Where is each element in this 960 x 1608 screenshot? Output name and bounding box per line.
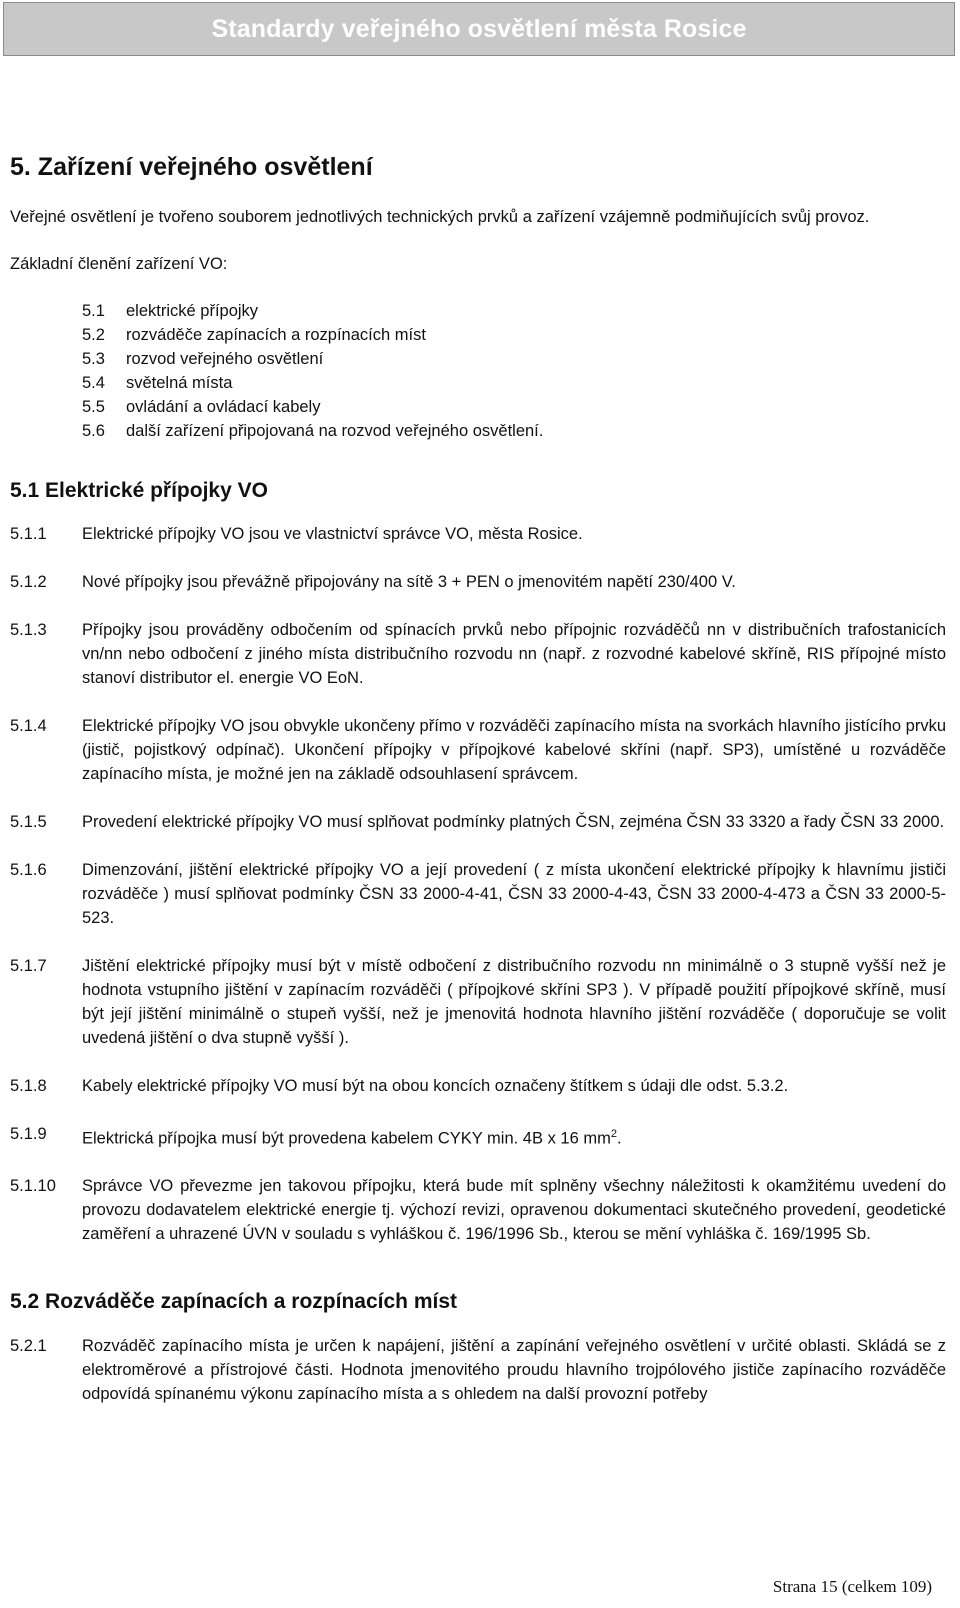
toc-item-label: ovládání a ovládací kabely	[126, 397, 321, 416]
header-title: Standardy veřejného osvětlení města Rosice	[211, 14, 747, 43]
toc-item-number: 5.5	[82, 397, 105, 416]
paragraph-text: Rozváděč zapínacího místa je určen k napájení, jištění a zapínání veřejného osvětlení v určité oblasti. Skládá se z elektroměrové a přístrojové části. Hodnota jmenovitého proudu hlavního trojpólového jističe zapínacího rozváděče odpovídá spínanému výkonu zapínacího místa a s ohledem na další provozní potřeby	[82, 1336, 946, 1403]
toc-item-label: světelná místa	[126, 373, 233, 392]
paragraph-number: 5.1.7	[10, 956, 47, 975]
chapter-intro: Veřejné osvětlení je tvořeno souborem jednotlivých technických prvků a zařízení vzájemně podmiňujících svůj provoz.	[10, 208, 870, 226]
toc-item-label: elektrické přípojky	[126, 301, 259, 320]
numbered-paragraph	[10, 714, 946, 786]
chapter-title: 5. Zařízení veřejného osvětlení	[10, 153, 373, 181]
paragraph-text-end: .	[616, 1129, 622, 1148]
paragraph-number: 5.1.6	[10, 860, 47, 879]
paragraph-text: Provedení elektrické přípojky VO musí splňovat podmínky platných ČSN, zejména ČSN 33 3320 a řady ČSN 33 2000.	[82, 812, 945, 831]
paragraph-text	[82, 1122, 946, 1151]
paragraph-text: Přípojky jsou prováděny odbočením od spínacích prvků nebo přípojnic rozváděčů nn v distribučních trafostanicích vn/nn nebo odbočení z jiného místa distribučního rozvodu nn (např. z rozvodné kabelové skříně, RIS přípojné místo stanoví distributor el. energie VO EoN.	[82, 620, 946, 687]
numbered-paragraph	[10, 1074, 946, 1098]
paragraph-text-main: Elektrická přípojka musí být provedena kabelem CYKY min. 4B x 16 mm	[82, 1129, 611, 1148]
paragraph-text: Dimenzování, jištění elektrické přípojky VO a její provedení ( z místa ukončení elektrické přípojky k hlavnímu jističi rozváděče ) musí splňovat podmínky ČSN 33 2000-4-41, ČSN 33 2000-4-43, ČSN 33 2000-4-473 a ČSN 33 2000-5-523.	[82, 860, 946, 927]
section-title: 5.1 Elektrické přípojky VO	[10, 478, 268, 502]
numbered-paragraph	[10, 570, 946, 594]
toc-item-number: 5.2	[82, 325, 105, 344]
paragraph-text: Elektrické přípojky VO jsou obvykle ukončeny přímo v rozváděči zapínacího místa na svorkách hlavního jistícího prvku (jistič, pojistkový odpínač). Ukončení přípojky v přípojkové kabelové skříni (např. SP3), umístěné u rozváděče zapínacího místa, je možné jen na základě odsouhlasení správcem.	[82, 716, 946, 783]
toc-item-label: rozváděče zapínacích a rozpínacích míst	[126, 325, 426, 344]
document-header	[3, 2, 955, 56]
paragraph-text: Nové přípojky jsou převážně připojovány na sítě 3 + PEN o jmenovitém napětí 230/400 V.	[82, 572, 736, 591]
numbered-paragraph	[10, 1334, 946, 1406]
toc-item	[82, 395, 946, 419]
toc-item	[82, 299, 946, 323]
toc-list	[82, 299, 946, 443]
paragraph-text: Kabely elektrické přípojky VO musí být na obou koncích označeny štítkem s údaji dle odst. 5.3.2.	[82, 1076, 789, 1095]
toc-item-number: 5.1	[82, 301, 105, 320]
page-number: Strana 15 (celkem 109)	[772, 1577, 932, 1596]
paragraph-number: 5.1.10	[10, 1177, 56, 1196]
paragraph-text: Elektrické přípojky VO jsou ve vlastnictví správce VO, města Rosice.	[82, 524, 583, 543]
paragraph-number: 5.1.5	[10, 812, 47, 831]
toc-item-label: rozvod veřejného osvětlení	[126, 349, 324, 368]
paragraph-text: Správce VO převezme jen takovou přípojku, která bude mít splněny všechny náležitosti k okamžitému uvedení do provozu dodavatelem elektrické energie tj. výchozí revizi, opravenou dokumentaci skutečného provedení, geodetické zaměření a uhrazené ÚVN v souladu s vyhláškou č. 196/1996 Sb., kterou se mění vyhláška č. 169/1995 Sb.	[82, 1177, 946, 1244]
toc-heading: Základní členění zařízení VO:	[10, 254, 228, 273]
superscript: 2	[610, 1127, 617, 1140]
toc-item	[82, 419, 946, 443]
toc-item-number: 5.4	[82, 373, 105, 392]
paragraph-number: 5.2.1	[10, 1336, 47, 1355]
numbered-paragraph	[10, 1122, 946, 1151]
document-body	[10, 150, 946, 1430]
toc-item	[82, 347, 946, 371]
numbered-paragraph	[10, 522, 946, 546]
paragraph-number: 5.1.1	[10, 524, 47, 543]
section-title: 5.2 Rozváděče zapínacích a rozpínacích míst	[10, 1290, 457, 1314]
toc-item	[82, 323, 946, 347]
paragraph-number: 5.1.2	[10, 572, 47, 591]
numbered-paragraph	[10, 954, 946, 1050]
numbered-paragraph	[10, 1174, 946, 1246]
numbered-paragraph	[10, 810, 946, 834]
paragraph-number: 5.1.4	[10, 716, 47, 735]
numbered-paragraph	[10, 618, 946, 690]
toc-item-number: 5.6	[82, 421, 105, 440]
toc-item	[82, 371, 946, 395]
paragraph-text: Jištění elektrické přípojky musí být v místě odbočení z distribučního rozvodu nn minimálně o 3 stupně vyšší než je hodnota vstupního jištění v zapínacím rozváděči ( přípojkové skříni SP3 ). V případě použití přípojkové skříně, musí být její jištění minimálně o stupeň vyšší, než je jmenovitá hodnota hlavního jištění rozváděče ( doporučuje se volit uvedená jištění o dva stupně vyšší ).	[82, 956, 946, 1047]
paragraph-number: 5.1.9	[10, 1124, 47, 1143]
toc-item-label: další zařízení připojovaná na rozvod veřejného osvětlení.	[126, 421, 544, 440]
numbered-paragraph	[10, 858, 946, 930]
paragraph-number: 5.1.8	[10, 1076, 47, 1095]
paragraph-number: 5.1.3	[10, 620, 47, 639]
toc-item-number: 5.3	[82, 349, 105, 368]
